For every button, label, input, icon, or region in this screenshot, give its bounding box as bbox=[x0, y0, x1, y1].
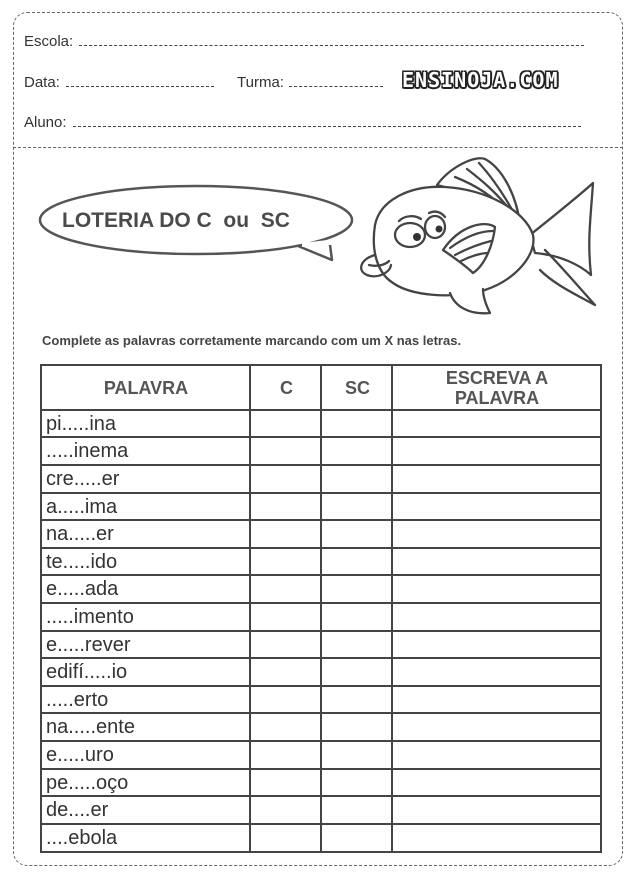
student-label: Aluno: bbox=[24, 114, 67, 131]
word-row: ....ebola bbox=[46, 827, 118, 849]
student-line bbox=[24, 114, 581, 131]
class-field[interactable] bbox=[289, 74, 383, 87]
word-row: de....er bbox=[46, 799, 109, 821]
class-line bbox=[237, 74, 383, 91]
school-field[interactable] bbox=[79, 33, 584, 46]
word-row: e.....ada bbox=[46, 578, 119, 600]
date-label: Data: bbox=[24, 74, 60, 91]
class-label: Turma: bbox=[237, 74, 284, 91]
brand-logo: ENSINOJA.COM bbox=[402, 68, 559, 92]
student-field[interactable] bbox=[73, 114, 581, 127]
col-header-escreva-line1: ESCREVA A bbox=[445, 368, 549, 388]
col-header-c: C bbox=[280, 378, 293, 398]
instruction-text: Complete as palavras corretamente marcando com um X nas letras. bbox=[42, 333, 462, 348]
word-row: .....imento bbox=[46, 606, 134, 628]
word-row: pi.....ina bbox=[46, 413, 117, 435]
word-row: edifí.....io bbox=[46, 661, 128, 683]
header-separator bbox=[13, 147, 623, 148]
word-row: pe.....oço bbox=[46, 772, 129, 794]
col-header-escreva bbox=[393, 368, 601, 408]
fish-icon bbox=[355, 155, 605, 320]
word-row: .....inema bbox=[46, 440, 129, 462]
col-header-sc: SC bbox=[344, 378, 370, 398]
date-line bbox=[24, 74, 214, 91]
word-row: na.....ente bbox=[46, 716, 135, 738]
word-row: e.....uro bbox=[46, 744, 114, 766]
word-row: te.....ido bbox=[46, 551, 118, 573]
page-title: LOTERIA DO C ou SC bbox=[62, 209, 290, 232]
word-row: cre.....er bbox=[46, 468, 120, 490]
word-row: e.....rever bbox=[46, 634, 131, 656]
col-header-palavra: PALAVRA bbox=[103, 378, 189, 398]
date-field[interactable] bbox=[66, 74, 214, 87]
word-row: .....erto bbox=[46, 689, 109, 711]
word-row: a.....ima bbox=[46, 496, 118, 518]
school-label: Escola: bbox=[24, 33, 74, 50]
school-line bbox=[24, 33, 584, 50]
word-row: na.....er bbox=[46, 523, 114, 545]
col-header-escreva-line2: PALAVRA bbox=[454, 388, 540, 408]
